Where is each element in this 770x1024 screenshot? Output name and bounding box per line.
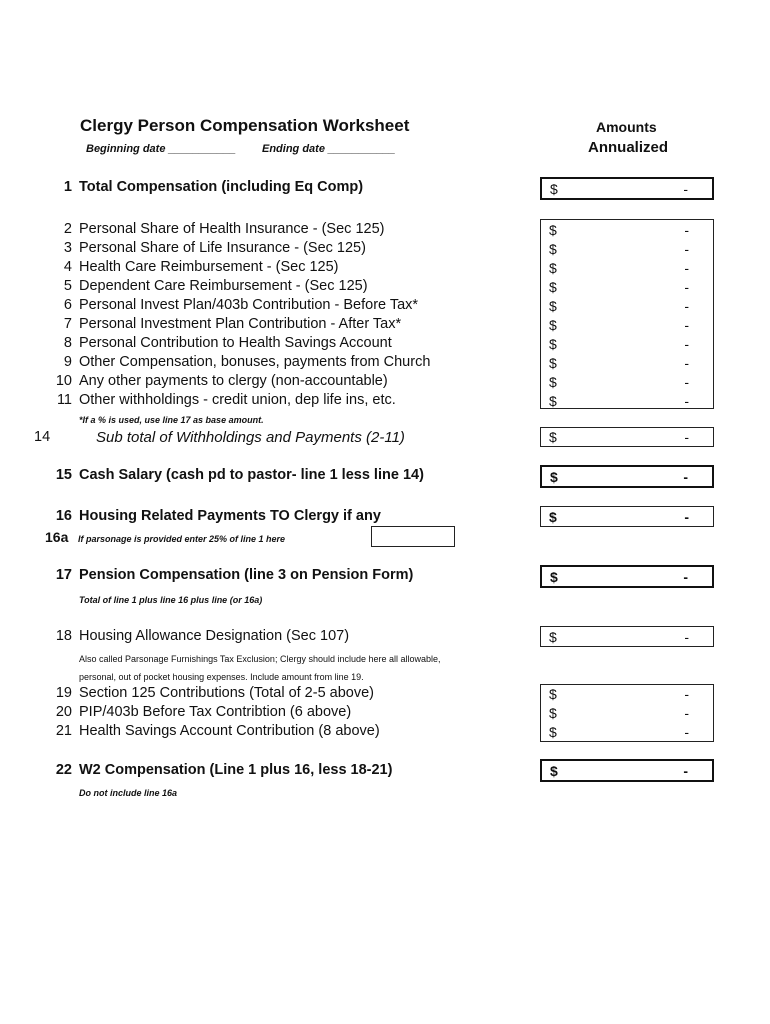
line-9-label: Other Compensation, bonuses, payments from Church	[79, 354, 431, 370]
line-15-amount-box[interactable]	[540, 465, 714, 488]
line-3-label: Personal Share of Life Insurance - (Sec 125)	[79, 240, 366, 256]
line-21-dollar: $	[549, 724, 557, 740]
line-21-label: Health Savings Account Contribution (8 above)	[79, 723, 380, 739]
line-6-value: -	[684, 298, 689, 314]
line-14-amount-box[interactable]	[540, 427, 714, 447]
line-17-dollar: $	[550, 569, 558, 585]
line-8-number: 8	[63, 335, 72, 351]
line-6-dollar: $	[549, 298, 557, 314]
line-8-label: Personal Contribution to Health Savings Account	[79, 335, 392, 351]
line-10-value: -	[684, 374, 689, 390]
line-11-value: -	[684, 393, 689, 409]
line-20-label: PIP/403b Before Tax Contribtion (6 above)	[79, 704, 352, 720]
worksheet-title: Clergy Person Compensation Worksheet	[80, 116, 410, 135]
line-7-label: Personal Investment Plan Contribution - After Tax*	[79, 316, 402, 332]
line-20-value: -	[684, 705, 689, 721]
line-10-number: 10	[55, 373, 72, 389]
ending-date-field[interactable]: Ending date ___________	[262, 143, 396, 155]
line-1-value: -	[683, 181, 688, 197]
line-22-label: W2 Compensation (Line 1 plus 16, less 18-21)	[79, 762, 393, 778]
line-15-value: -	[683, 469, 688, 485]
line-8-value: -	[684, 336, 689, 352]
line-20-number: 20	[55, 704, 72, 720]
line-14-dollar: $	[549, 429, 557, 445]
line-7-dollar: $	[549, 317, 557, 333]
line-4-label: Health Care Reimbursement - (Sec 125)	[79, 259, 339, 275]
line-9-value: -	[684, 355, 689, 371]
line-5-dollar: $	[549, 279, 557, 295]
line-2-label: Personal Share of Health Insurance - (Sec 125)	[79, 221, 385, 237]
line-17-number: 17	[55, 567, 72, 583]
line-18-amount-box[interactable]	[540, 626, 714, 647]
line-11-number: 11	[56, 392, 72, 408]
line-8-dollar: $	[549, 336, 557, 352]
line-14-label: Sub total of Withholdings and Payments (2-11)	[96, 429, 405, 446]
line-3-dollar: $	[549, 241, 557, 257]
line-18-note-2: personal, out of pocket housing expenses. Include amount from line 19.	[79, 672, 364, 682]
line-22-amount-box[interactable]	[540, 759, 714, 782]
line-6-number: 6	[63, 297, 72, 313]
line-15-number: 15	[55, 467, 72, 483]
line-16a-input-box[interactable]	[371, 526, 455, 547]
annualized-header: Annualized	[588, 139, 669, 156]
line-15-label: Cash Salary (cash pd to pastor- line 1 less line 14)	[79, 467, 424, 483]
line-1-number: 1	[63, 179, 72, 195]
lines-19-21-amount-box[interactable]	[540, 684, 714, 742]
line-18-dollar: $	[549, 629, 557, 645]
line-15-dollar: $	[550, 469, 558, 485]
line-3-value: -	[684, 241, 689, 257]
lines-2-11-amount-box[interactable]	[540, 219, 714, 409]
line-16-amount-box[interactable]	[540, 506, 714, 527]
line-19-number: 19	[55, 685, 72, 701]
line-16-value: -	[684, 509, 689, 525]
line-17-label: Pension Compensation (line 3 on Pension Form)	[79, 567, 414, 583]
line-16-label: Housing Related Payments TO Clergy if any	[79, 508, 381, 524]
line-3-number: 3	[63, 240, 72, 256]
line-11-note: *If a % is used, use line 17 as base amount.	[79, 415, 264, 425]
line-10-label: Any other payments to clergy (non-accountable)	[79, 373, 388, 389]
line-9-number: 9	[63, 354, 72, 370]
beginning-date-field[interactable]: Beginning date ___________	[86, 143, 236, 155]
line-17-note: Total of line 1 plus line 16 plus line (or 16a)	[79, 595, 263, 605]
line-16-number: 16	[55, 508, 72, 524]
line-22-value: -	[683, 763, 688, 779]
line-18-note-1: Also called Parsonage Furnishings Tax Exclusion; Clergy should include here all allowable,	[79, 654, 441, 664]
line-14-value: -	[684, 429, 689, 445]
line-18-value: -	[684, 629, 689, 645]
line-16-dollar: $	[549, 509, 557, 525]
line-21-value: -	[684, 724, 689, 740]
line-22-note: Do not include line 16a	[79, 788, 178, 798]
line-5-number: 5	[63, 278, 72, 294]
line-4-value: -	[684, 260, 689, 276]
line-17-amount-box[interactable]	[540, 565, 714, 588]
amounts-header: Amounts	[596, 119, 657, 135]
line-11-dollar: $	[549, 393, 557, 409]
line-18-label: Housing Allowance Designation (Sec 107)	[79, 628, 350, 644]
line-7-number: 7	[63, 316, 72, 332]
line-17-value: -	[683, 569, 688, 585]
line-19-dollar: $	[549, 686, 557, 702]
line-5-value: -	[684, 279, 689, 295]
line-1-label: Total Compensation (including Eq Comp)	[79, 179, 364, 195]
line-14-number: 14	[34, 429, 51, 445]
line-4-dollar: $	[549, 260, 557, 276]
line-20-dollar: $	[549, 705, 557, 721]
line-2-number: 2	[63, 221, 72, 237]
line-16a-label: If parsonage is provided enter 25% of line 1 here	[78, 534, 286, 544]
line-18-number: 18	[55, 628, 72, 644]
line-11-label: Other withholdings - credit union, dep life ins, etc.	[79, 392, 396, 408]
line-16a-number: 16a	[45, 529, 69, 545]
line-19-label: Section 125 Contributions (Total of 2-5 above)	[79, 685, 375, 701]
line-22-number: 22	[55, 762, 72, 778]
line-5-label: Dependent Care Reimbursement - (Sec 125)	[79, 278, 368, 294]
line-6-label: Personal Invest Plan/403b Contribution - Before Tax*	[79, 297, 419, 313]
line-1-dollar: $	[550, 181, 558, 197]
line-10-dollar: $	[549, 374, 557, 390]
line-7-value: -	[684, 317, 689, 333]
line-2-value: -	[684, 222, 689, 238]
line-1-amount-box[interactable]	[540, 177, 714, 200]
line-22-dollar: $	[550, 763, 558, 779]
line-9-dollar: $	[549, 355, 557, 371]
line-4-number: 4	[63, 259, 72, 275]
line-2-dollar: $	[549, 222, 557, 238]
line-19-value: -	[684, 686, 689, 702]
line-21-number: 21	[55, 723, 72, 739]
